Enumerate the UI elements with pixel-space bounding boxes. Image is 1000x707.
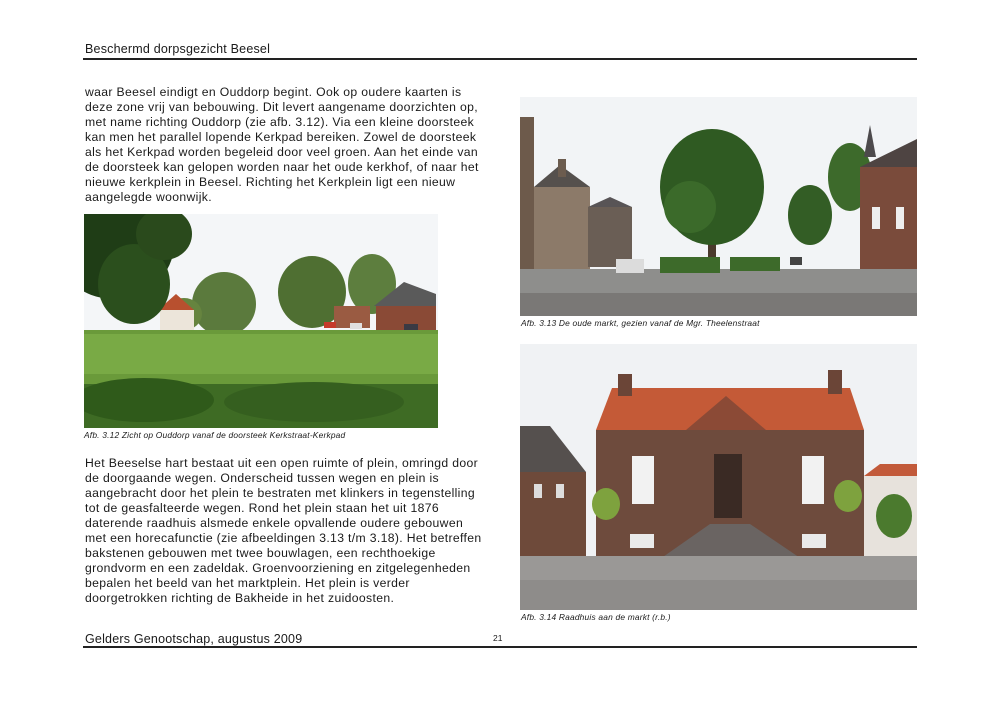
body-paragraph-2: Het Beeselse hart bestaat uit een open ruimte of plein, omringd door de doorgaande wegen. Onderscheid tussen wegen en plein is aangebracht door het plein te bestraten met klinkers in tegenstelling tot de geasfalteerde wegen. Rond het plein staan het uit 1876 daterende raadhuis alsmede enkele opvallende oudere gebouwen met een horecafunctie (zie afbeeldingen 3.13 t/m 3.18). Het betreffen bakstenen gebouwen met twee bouwlagen, een rechthoekige grondvorm en een zadeldak. Groenvoorziening en zitgelegenheden bepalen het beeld van het marktplein. Het plein is verder doorgetrokken richting de Bakheide in het zuidoosten. bbox=[85, 456, 482, 605]
figure-caption-3-13: Afb. 3.13 De oude markt, gezien vanaf de Mgr. Theelenstraat bbox=[521, 318, 760, 328]
figure-caption-3-14: Afb. 3.14 Raadhuis aan de markt (r.b.) bbox=[521, 612, 671, 622]
header-rule bbox=[83, 58, 917, 60]
page-number: 21 bbox=[493, 633, 503, 643]
photo-ouddorp-view bbox=[84, 214, 438, 428]
body-paragraph-1: waar Beesel eindigt en Ouddorp begint. Ook op oudere kaarten is deze zone vrij van bebouwing. Dit levert aangename doorzichten op, met name richting Ouddorp (zie afb. 3.12). Via een kleine doorsteek kan men het parallel lopende Kerkpad bereiken. Zowel de doorsteek als het Kerkpad worden begeleid door veel groen. Aan het einde van de doorsteek kan gelopen worden naar het oude kerkhof, of naar het nieuwe kerkplein in Beesel. Richting het Kerkplein ligt een nieuw aangelegde woonwijk. bbox=[85, 85, 479, 204]
footer-rule bbox=[83, 646, 917, 648]
figure-caption-3-12: Afb. 3.12 Zicht op Ouddorp vanaf de doorsteek Kerkstraat-Kerkpad bbox=[84, 430, 346, 440]
footer-publisher: Gelders Genootschap, augustus 2009 bbox=[85, 632, 303, 646]
photo-old-market bbox=[520, 97, 917, 316]
photo-town-hall bbox=[520, 344, 917, 610]
page-header-title: Beschermd dorpsgezicht Beesel bbox=[85, 42, 271, 56]
